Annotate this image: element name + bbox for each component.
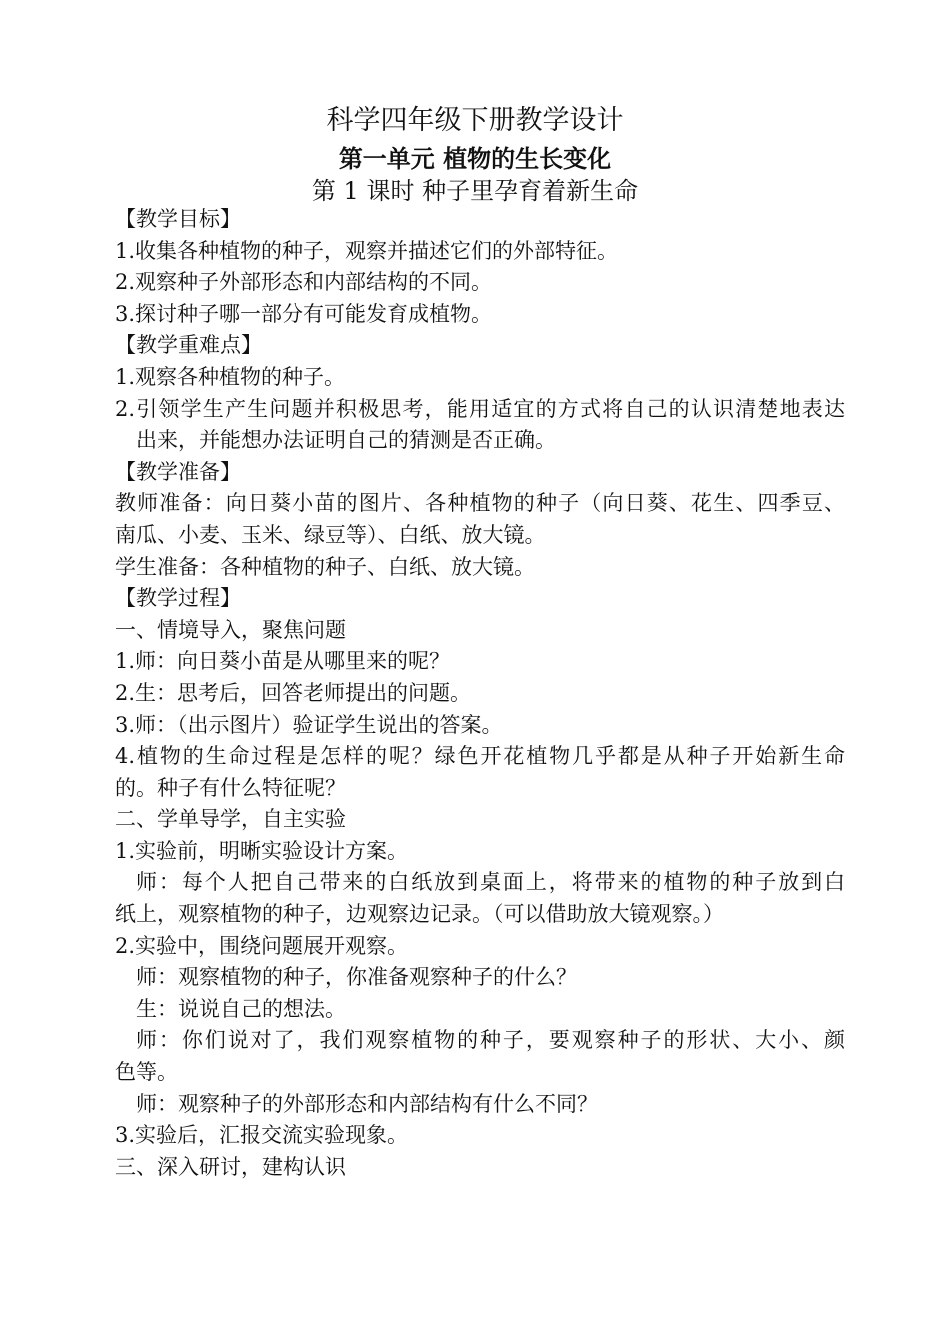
- section-heading-key-points: 【教学重难点】: [115, 333, 262, 358]
- process-step: 2.实验中，围绕问题展开观察。: [115, 933, 409, 958]
- document-body: [115, 204, 845, 1183]
- dialogue-line-continued: 色等。: [115, 1060, 178, 1085]
- dialogue-line: 师：观察植物的种子，你准备观察种子的什么？: [136, 965, 577, 990]
- process-subheading: 三、深入研讨，建构认识: [115, 1154, 346, 1179]
- section-heading-objectives: 【教学目标】: [115, 207, 241, 231]
- process-step: 1.师：向日葵小苗是从哪里来的呢？: [115, 649, 451, 674]
- teacher-preparation: 教师准备：向日葵小苗的图片、各种植物的种子（向日葵、花生、四季豆、: [115, 491, 845, 516]
- dialogue-line: 师：你们说对了，我们观察植物的种子，要观察种子的形状、大小、颜: [136, 1028, 845, 1053]
- process-subheading: 二、学单导学，自主实验: [115, 807, 346, 832]
- process-step: 2.生：思考后，回答老师提出的问题。: [115, 680, 472, 705]
- dialogue-line: 师：每个人把自己带来的白纸放到桌面上，将带来的植物的种子放到白: [136, 870, 845, 895]
- lesson-heading: 第 1 课时 种子里孕育着新生命: [311, 177, 639, 205]
- process-step-continued: 的。种子有什么特征呢？: [115, 775, 346, 800]
- document-title: 科学四年级下册教学设计: [326, 105, 624, 136]
- key-point-item-continued: 出来，并能想办法证明自己的猜测是否正确。: [136, 428, 556, 453]
- student-preparation: 学生准备：各种植物的种子、白纸、放大镜。: [115, 554, 535, 579]
- unit-heading: 第一单元 植物的生长变化: [338, 145, 612, 173]
- process-step: 1.实验前，明晰实验设计方案。: [115, 838, 409, 863]
- objective-item: 2.观察种子外部形态和内部结构的不同。: [115, 270, 493, 295]
- section-heading-process: 【教学过程】: [115, 586, 241, 611]
- key-point-item: 1.观察各种植物的种子。: [115, 364, 346, 389]
- teacher-preparation-continued: 南瓜、小麦、玉米、绿豆等）、白纸、放大镜。: [115, 522, 546, 547]
- section-heading-preparation: 【教学准备】: [115, 459, 241, 484]
- process-step: 4.植物的生命过程是怎样的呢？绿色开花植物几乎都是从种子开始新生命: [115, 744, 845, 769]
- dialogue-line: 生：说说自己的想法。: [136, 996, 346, 1021]
- dialogue-line: 师：观察种子的外部形态和内部结构有什么不同？: [136, 1091, 598, 1116]
- objective-item: 3.探讨种子哪一部分有可能发育成植物。: [115, 301, 493, 326]
- process-step: 3.实验后，汇报交流实验现象。: [115, 1123, 409, 1148]
- objective-item: 1.收集各种植物的种子，观察并描述它们的外部特征。: [115, 238, 619, 263]
- process-subheading: 一、情境导入，聚焦问题: [115, 617, 346, 642]
- process-step: 3.师：（出示图片）验证学生说出的答案。: [115, 712, 503, 737]
- key-point-item: 2.引领学生产生问题并积极思考，能用适宜的方式将自己的认识清楚地表达: [115, 396, 845, 421]
- dialogue-line-continued: 纸上，观察植物的种子，边观察边记录。（可以借助放大镜观察。）: [115, 902, 724, 927]
